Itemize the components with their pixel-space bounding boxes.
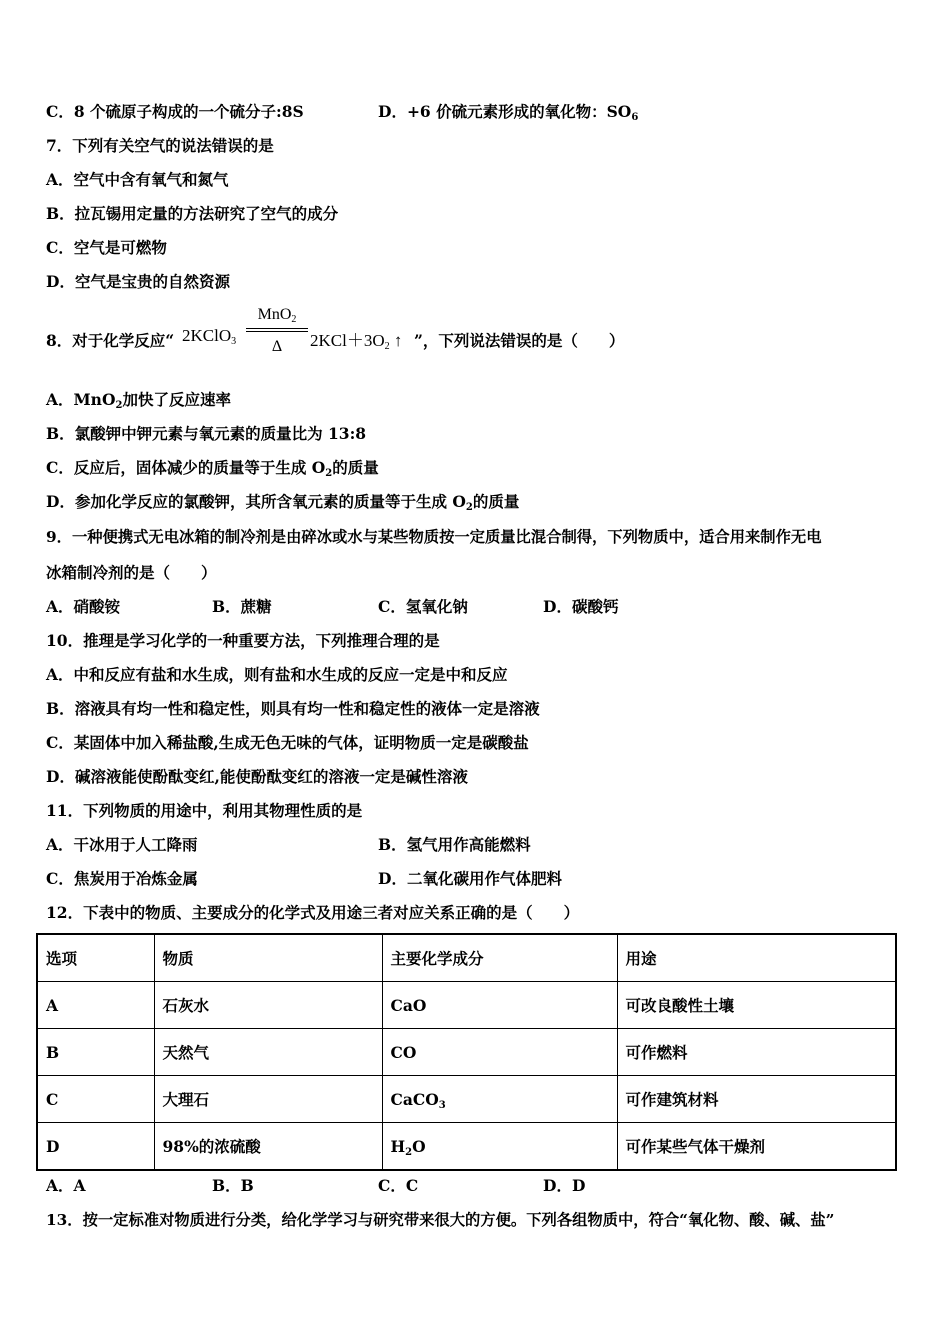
q12-option-d: D．D [543,1176,586,1195]
q11-option-c: C．焦炭用于冶炼金属 [46,869,198,888]
equation-products-sub: 2 [384,341,390,352]
q10-option-d: D．碱溶液能使酚酞变红,能使酚酞变红的溶液一定是碱性溶液 [46,767,468,786]
formula-text: CO [390,1042,417,1062]
table-row [37,1076,896,1123]
q8-option-c [46,458,379,478]
q8-option-d [46,492,519,512]
q10-option-a: A．中和反应有盐和水生成，则有盐和水生成的反应一定是中和反应 [46,665,508,684]
q6-option-d-text: D．+6 价硫元素形成的氧化物：SO [378,102,632,121]
table-header-row [37,934,896,982]
q12-option-a: A．A [46,1176,86,1195]
table-cell-substance: 98%的浓硫酸 [154,1123,382,1171]
q9-option-c: C．氢氧化钠 [378,597,468,616]
equation-products [310,326,402,351]
q9-option-a: A．硝酸铵 [46,597,121,616]
equation-reactant [182,326,236,346]
formula-sub: 2 [405,1146,413,1158]
table-cell-option: B [37,1029,154,1076]
formula-text: H [390,1136,406,1156]
q12-stem: 12．下表中的物质、主要成分的化学式及用途三者对应关系正确的是（ ） [46,903,580,922]
table-cell-substance: 天然气 [154,1029,382,1076]
table-header-cell: 选项 [37,934,154,982]
q13-stem: 13．按一定标准对物质进行分类，给化学学习与研究带来很大的方便。下列各组物质中，符合“氧化物、酸、碱、盐” [46,1211,835,1229]
equation-products-text: 2KCl＋3O [310,331,385,350]
q6-option-d-sub: 6 [631,112,639,123]
q8-stem-suffix: ”，下列说法错误的是（ ） [414,331,625,350]
q10-option-c: C．某固体中加入稀盐酸,生成无色无味的气体，证明物质一定是碳酸盐 [46,733,529,752]
q8-option-c-text: C．反应后，固体减少的质量等于生成 O [46,458,326,477]
q8-option-c-sub: 2 [325,468,333,479]
equation-double-bar [246,328,308,332]
q7-option-c: C．空气是可燃物 [46,238,167,257]
equation-heat-condition: Δ [271,338,283,355]
q8-option-d-sub: 2 [465,502,473,513]
q9-option-b: B．蔗糖 [212,597,272,616]
formula-tail: O [412,1136,426,1156]
q11-option-b: B．氢气用作高能燃料 [378,835,531,854]
q12-table [36,933,897,1171]
q8-stem-prefix: 8．对于化学反应“ [46,331,175,350]
table-cell-use: 可改良酸性土壤 [617,982,896,1029]
q11-stem: 11．下列物质的用途中，利用其物理性质的是 [46,801,363,820]
q7-option-a: A．空气中含有氧气和氮气 [46,170,229,189]
q6-option-c: C．8 个硫原子构成的一个硫分子:8S [46,102,304,121]
q8-option-a-text: A．MnO [46,390,116,409]
table-cell-option: A [37,982,154,1029]
table-cell-formula [382,982,617,1029]
q7-option-b: B．拉瓦锡用定量的方法研究了空气的成分 [46,204,339,223]
equation-catalyst [246,306,308,324]
q6-option-d [378,102,638,122]
q8-option-d-tail: 的质量 [472,492,520,511]
q10-stem: 10．推理是学习化学的一种重要方法，下列推理合理的是 [46,631,440,650]
q8-option-b: B．氯酸钾中钾元素与氧元素的质量比为 13:8 [46,424,367,443]
q7-option-d: D．空气是宝贵的自然资源 [46,272,230,291]
q8-option-a [46,390,231,410]
table-cell-option: C [37,1076,154,1123]
table-cell-option: D [37,1123,154,1171]
table-header-cell: 主要化学成分 [382,934,617,982]
equation-catalyst-sub: 2 [291,314,297,325]
table-cell-use: 可作某些气体干燥剂 [617,1123,896,1171]
q8-option-d-text: D．参加化学反应的氯酸钾，其所含氧元素的质量等于生成 O [46,492,466,511]
table-header-cell: 物质 [154,934,382,982]
q7-stem: 7．下列有关空气的说法错误的是 [46,136,274,155]
table-header-cell: 用途 [617,934,896,982]
equation-catalyst-text: MnO [257,306,292,323]
q9-stem-line2: 冰箱制冷剂的是（ ） [46,563,217,582]
equation-reactant-sub: 3 [231,336,237,347]
q8-option-c-tail: 的质量 [332,458,379,477]
table-cell-formula [382,1029,617,1076]
q8-option-a-tail: 加快了反应速率 [122,390,231,409]
q10-option-b: B．溶液具有均一性和稳定性，则具有均一性和稳定性的液体一定是溶液 [46,699,540,718]
table-cell-use: 可作建筑材料 [617,1076,896,1123]
table-cell-formula [382,1123,617,1171]
table-cell-substance: 石灰水 [154,982,382,1029]
table-row [37,982,896,1029]
q8-option-a-sub: 2 [115,400,123,411]
q11-option-d: D．二氧化碳用作气体肥料 [378,869,562,888]
table-row [37,1029,896,1076]
q12-option-b: B．B [212,1176,254,1195]
gas-arrow-icon: ↑ [393,331,403,350]
q9-stem-line1: 9．一种便携式无电冰箱的制冷剂是由碎冰或水与某些物质按一定质量比混合制得，下列物质中，适合用来制作无电 [46,528,822,546]
q11-option-a: A．干冰用于人工降雨 [46,835,198,854]
formula-text: CaO [390,995,427,1015]
equation-arrow [246,306,308,356]
formula-text: CaCO [390,1089,439,1109]
table-cell-substance: 大理石 [154,1076,382,1123]
formula-sub: 3 [438,1099,446,1111]
equation-reactant-text: 2KClO [182,326,232,345]
table-cell-formula [382,1076,617,1123]
q9-option-d: D．碳酸钙 [543,597,619,616]
table-cell-use: 可作燃料 [617,1029,896,1076]
q12-option-c: C．C [378,1176,419,1195]
table-row [37,1123,896,1171]
